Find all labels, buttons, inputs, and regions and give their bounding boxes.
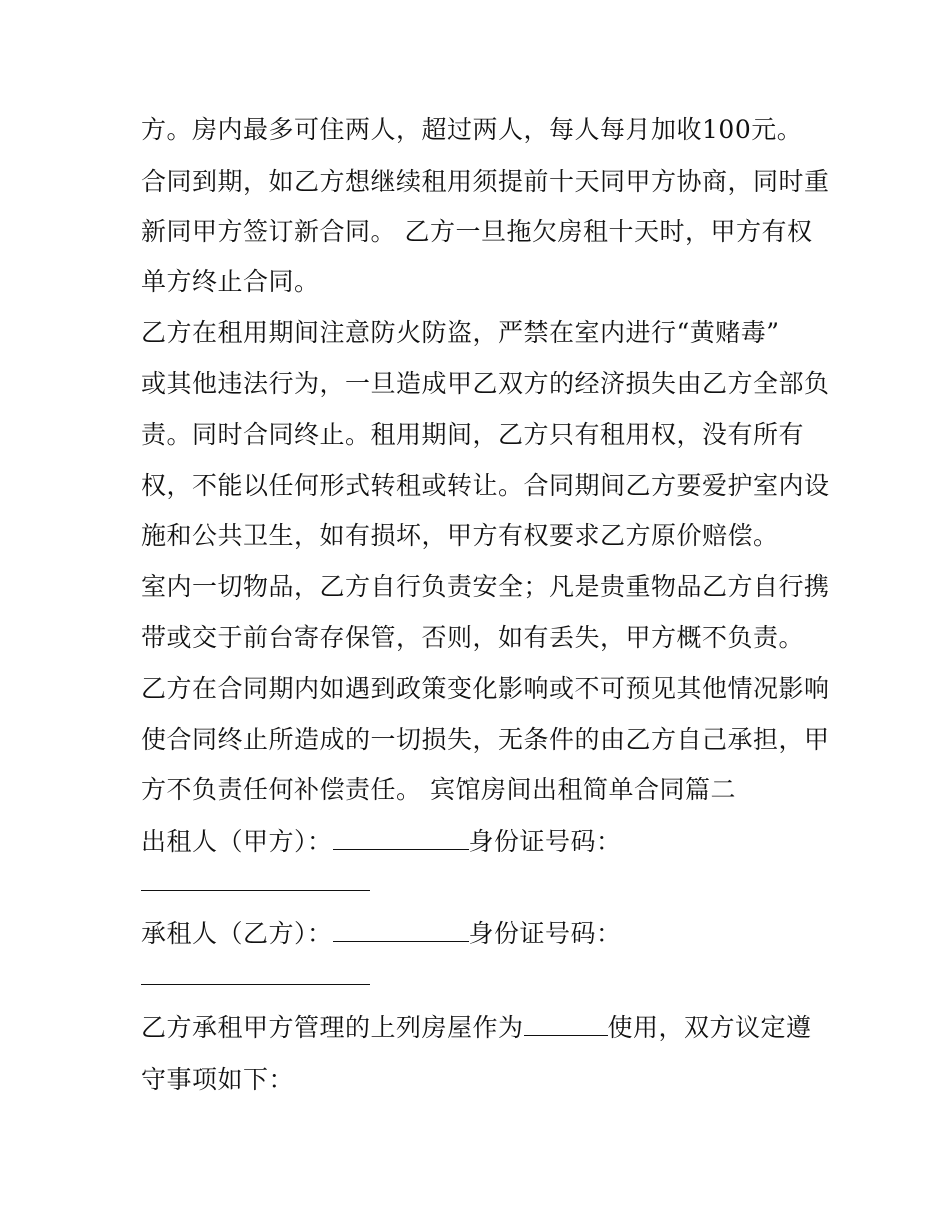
text-line-9: 施和公共卫生，如有损坏，甲方有权要求乙方原价赔偿。 <box>141 521 779 550</box>
lessee-line <box>141 918 622 950</box>
text-line-3: 新同甲方签订新合同。 乙方一旦拖欠房租十天时，甲方有权 <box>141 217 813 246</box>
lessee-id-blank[interactable] <box>141 984 370 985</box>
lessee-name-blank[interactable] <box>333 919 469 942</box>
usage-suffix: 使用，双方议定遵 <box>607 1013 812 1042</box>
usage-continuation: 守事项如下： <box>141 1065 295 1094</box>
lessor-id-label: 身份证号码： <box>468 827 622 856</box>
usage-line <box>141 1012 812 1044</box>
text-line-11: 带或交于前台寄存保管，否则，如有丢失，甲方概不负责。 <box>141 623 805 652</box>
lessee-label: 承租人（乙方）： <box>141 919 333 948</box>
text-line-1: 方。房内最多可住两人，超过两人，每人每月加收100元。 <box>141 115 803 144</box>
usage-prefix: 乙方承租甲方管理的上列房屋作为 <box>141 1013 524 1042</box>
lessor-line <box>141 826 622 858</box>
text-line-13: 使合同终止所造成的一切损失，无条件的由乙方自己承担，甲 <box>141 725 830 754</box>
text-line-4: 单方终止合同。 <box>141 267 320 296</box>
text-line-6: 或其他违法行为，一旦造成甲乙双方的经济损失由乙方全部负 <box>141 369 830 398</box>
usage-purpose-blank[interactable] <box>524 1013 608 1036</box>
text-line-2: 合同到期，如乙方想继续租用须提前十天同甲方协商，同时重 <box>141 167 830 196</box>
text-line-14: 方不负责任何补偿责任。 宾馆房间出租简单合同篇二 <box>141 775 736 804</box>
lessor-label: 出租人（甲方）： <box>141 827 333 856</box>
text-line-5: 乙方在租用期间注意防火防盗，严禁在室内进行“黄赌毒” <box>141 318 780 347</box>
text-line-10: 室内一切物品，乙方自行负责安全；凡是贵重物品乙方自行携 <box>141 572 830 601</box>
lessor-id-blank[interactable] <box>141 890 370 891</box>
text-line-12: 乙方在合同期内如遇到政策变化影响或不可预见其他情况影响 <box>141 674 830 703</box>
text-line-7: 责。同时合同终止。租用期间，乙方只有租用权，没有所有 <box>141 420 805 449</box>
text-line-8: 权，不能以任何形式转租或转让。合同期间乙方要爱护室内设 <box>141 471 830 500</box>
lessee-id-label: 身份证号码： <box>468 919 622 948</box>
lessor-name-blank[interactable] <box>333 827 469 850</box>
